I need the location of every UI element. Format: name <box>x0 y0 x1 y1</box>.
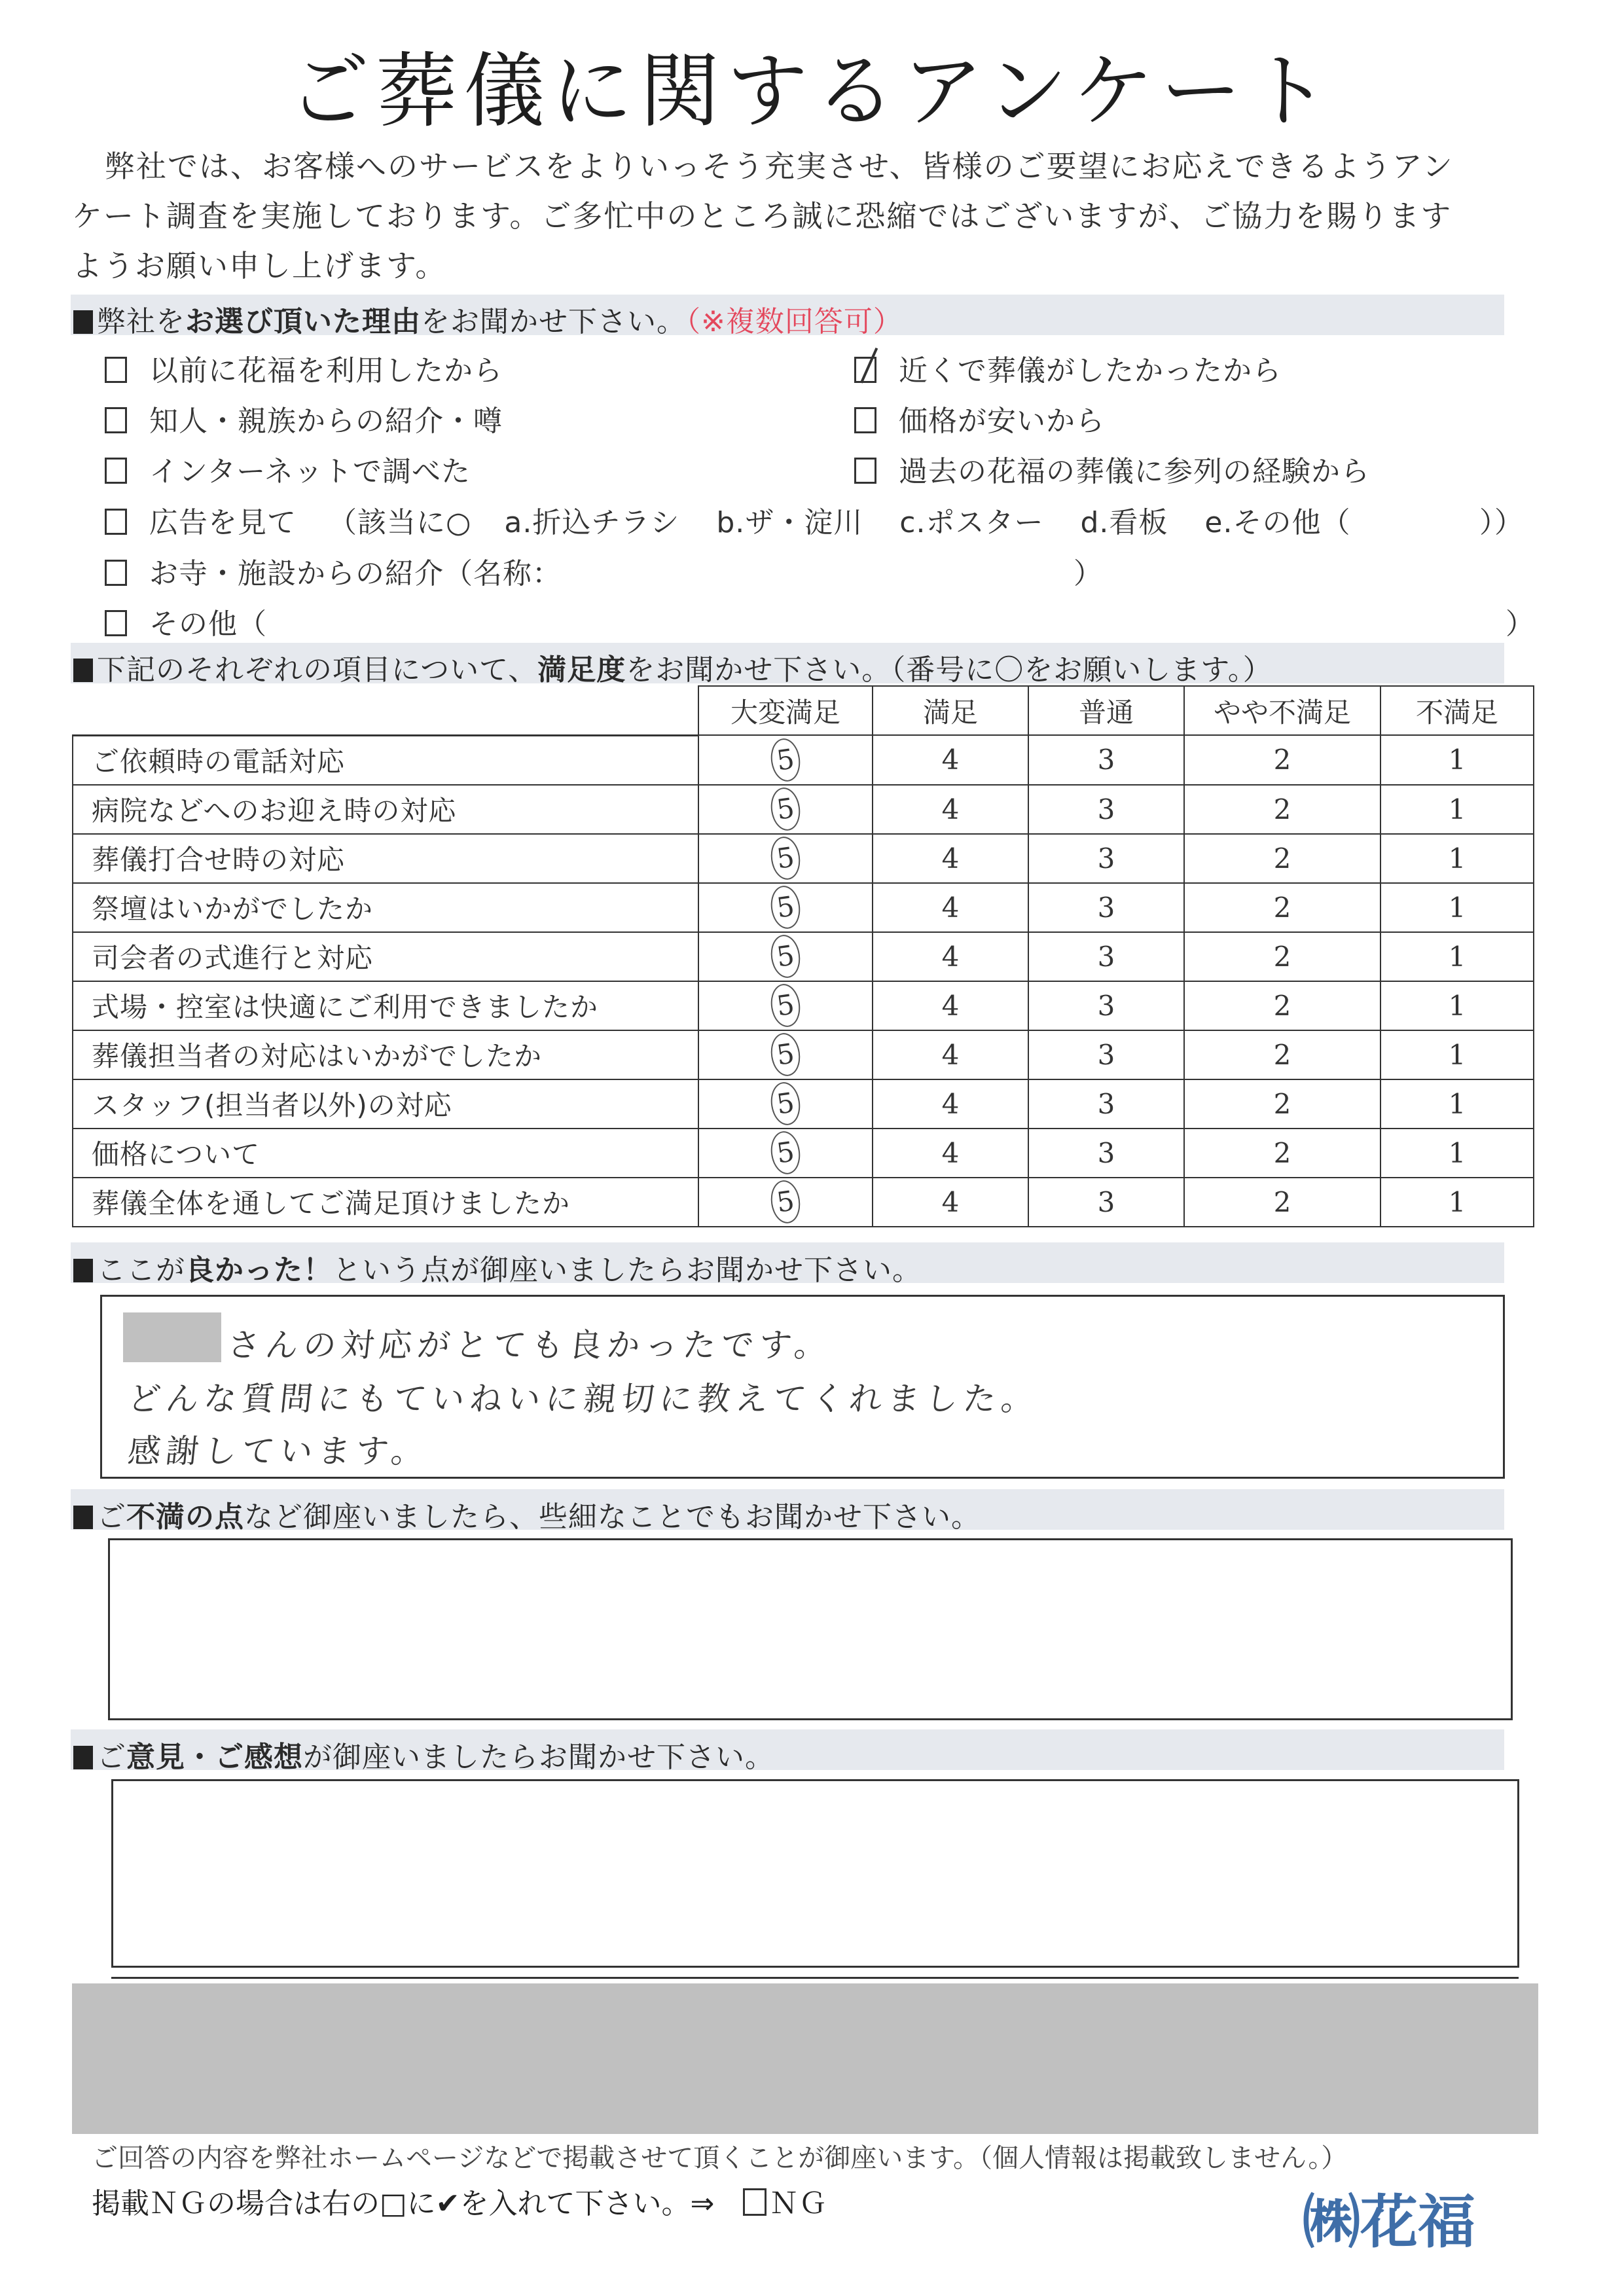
circled-selection: 5 <box>768 1178 803 1225</box>
company-logo: ㈱花福 <box>1303 2188 1476 2256</box>
rating-option[interactable] <box>873 932 1028 981</box>
rating-value: 4 <box>941 1136 960 1169</box>
rating-item-label: 葬儀全体を通してご満足頂けましたか <box>73 1178 698 1227</box>
rating-option[interactable] <box>1184 735 1380 785</box>
ad-close-paren: ）） <box>1479 506 1524 539</box>
rating-item-label: スタッフ(担当者以外)の対応 <box>73 1079 698 1129</box>
rating-value: 2 <box>1273 989 1291 1022</box>
column-header: 満足 <box>873 686 1028 735</box>
rating-option[interactable] <box>1184 1079 1380 1129</box>
rating-value: 1 <box>1448 793 1466 825</box>
rating-value: 2 <box>1273 1038 1291 1071</box>
ad-sub-option[interactable]: b.ザ・淀川 <box>716 506 863 539</box>
square-bullet-icon <box>73 1746 93 1769</box>
rating-option[interactable] <box>698 1178 873 1227</box>
rating-option[interactable] <box>1184 932 1380 981</box>
rating-option[interactable] <box>1184 981 1380 1030</box>
rating-value: 2 <box>1273 793 1291 825</box>
rating-value: 2 <box>1273 1136 1291 1169</box>
rating-value: 4 <box>941 793 960 825</box>
rating-option[interactable] <box>1184 1178 1380 1227</box>
rating-option[interactable] <box>873 785 1028 834</box>
circled-selection: 5 <box>768 835 803 881</box>
rating-option[interactable] <box>873 834 1028 883</box>
table-row <box>73 1030 1534 1079</box>
square-bullet-icon <box>73 310 93 334</box>
intro-line-2: ケート調査を実施しております。ご多忙中のところ誠に恐縮ではございますが、ご協力を賜ります <box>72 198 1453 234</box>
multiple-answers-note: （※複数回答可） <box>686 305 903 338</box>
rating-value: 3 <box>1097 1038 1115 1071</box>
rating-value: 4 <box>941 842 960 875</box>
rating-option[interactable] <box>1028 735 1184 785</box>
square-bullet-icon <box>73 1259 93 1282</box>
rating-value: 4 <box>941 940 960 973</box>
rating-value: 2 <box>1273 842 1291 875</box>
rating-option[interactable] <box>873 883 1028 932</box>
rating-option[interactable] <box>1028 883 1184 932</box>
rating-option[interactable] <box>1028 1129 1184 1178</box>
reason-option[interactable]: 以前に花福を利用したから <box>105 347 503 389</box>
circled-selection: 5 <box>768 736 803 783</box>
rating-option[interactable] <box>698 785 873 834</box>
rating-option[interactable] <box>698 1079 873 1129</box>
rating-option[interactable] <box>698 883 873 932</box>
rating-option[interactable] <box>873 1030 1028 1079</box>
circled-selection: 5 <box>768 933 803 979</box>
table-row <box>73 834 1534 883</box>
rating-option[interactable] <box>698 932 873 981</box>
rating-value: 1 <box>1448 989 1466 1022</box>
section-heading-reasons: 弊社をお選び頂いた理由をお聞かせ下さい。（※複数回答可） <box>73 298 903 340</box>
rating-value: 4 <box>941 1185 960 1218</box>
circled-selection: 5 <box>768 1080 803 1127</box>
ad-sub-option[interactable]: a.折込チラシ <box>504 506 680 539</box>
publication-ng-instruction: 掲載ＮＧの場合は右の□に✔を入れて下さい。⇒ ＮＧ <box>92 2187 827 2220</box>
rating-value: 1 <box>1448 1136 1466 1169</box>
rating-option[interactable] <box>1380 1030 1534 1079</box>
intro-line-3: ようお願い申し上げます。 <box>72 248 447 283</box>
rating-value: 1 <box>1448 891 1466 924</box>
checkbox[interactable] <box>105 407 127 433</box>
circled-selection: 5 <box>768 786 803 832</box>
reason-option[interactable]: インターネットで調べた <box>105 448 471 490</box>
rating-value: 3 <box>1097 1136 1115 1169</box>
checkbox[interactable] <box>105 560 127 586</box>
opinions-answer-box[interactable] <box>111 1779 1519 1968</box>
rating-option[interactable] <box>873 1178 1028 1227</box>
square-bullet-icon <box>73 659 93 682</box>
rating-option[interactable] <box>1380 1129 1534 1178</box>
ng-checkbox[interactable] <box>743 2188 767 2216</box>
circled-selection: 5 <box>768 1129 803 1176</box>
rating-option[interactable] <box>1380 1178 1534 1227</box>
rating-option[interactable] <box>1184 785 1380 834</box>
rating-item-label: ご依頼時の電話対応 <box>73 735 698 785</box>
column-header: 大変満足 <box>698 686 873 735</box>
page-title: ご葬儀に関するアンケート <box>288 45 1336 139</box>
rating-option[interactable] <box>1380 834 1534 883</box>
section-heading-opinions: ご意見・ご感想が御座いましたらお聞かせ下さい。 <box>73 1733 774 1775</box>
checkbox[interactable] <box>854 458 876 484</box>
rating-option[interactable] <box>873 1129 1028 1178</box>
reason-option[interactable]: 知人・親族からの紹介・噂 <box>105 397 503 439</box>
column-header: やや不満足 <box>1184 686 1380 735</box>
rating-value: 4 <box>941 891 960 924</box>
rating-option[interactable] <box>698 834 873 883</box>
handwritten-line: どんな質問にもていねいに親切に教えてくれました。 <box>126 1380 1041 1418</box>
reason-option[interactable]: 近くで葬儀がしたかったから <box>854 347 1282 389</box>
rating-item-label: 葬儀打合せ時の対応 <box>73 834 698 883</box>
intro-line-1: 弊社では、お客様へのサービスをよりいっそう充実させ、皆様のご要望にお応えできるようアン <box>105 149 1454 184</box>
publication-notice: ご回答の内容を弊社ホームページなどで掲載させて頂くことが御座います。（個人情報は掲載致しません。） <box>92 2143 1348 2173</box>
rating-value: 3 <box>1097 1087 1115 1120</box>
rating-value: 1 <box>1448 940 1466 973</box>
circled-selection: 5 <box>768 884 803 930</box>
reason-option-temple[interactable]: お寺・施設からの紹介（名称： <box>105 550 562 592</box>
handwritten-line: 感謝しています。 <box>126 1432 431 1470</box>
rating-value: 1 <box>1448 1087 1466 1120</box>
table-row <box>73 883 1534 932</box>
rating-option[interactable] <box>1028 1079 1184 1129</box>
rating-item-label: 病院などへのお迎え時の対応 <box>73 785 698 834</box>
table-row <box>73 1178 1534 1227</box>
reason-option-other[interactable]: その他（ <box>105 600 267 642</box>
section-heading-satisfaction: 下記のそれぞれの項目について、満足度をお聞かせ下さい。（番号に〇をお願いします。） <box>73 646 1272 688</box>
rating-option[interactable] <box>1380 1079 1534 1129</box>
redacted-box-top-edge <box>111 1977 1519 1983</box>
rating-item-label: 価格について <box>73 1129 698 1178</box>
rating-value: 3 <box>1097 1185 1115 1218</box>
table-row <box>73 785 1534 834</box>
circled-selection: 5 <box>768 1031 803 1077</box>
rating-value: 2 <box>1273 1185 1291 1218</box>
rating-value: 3 <box>1097 744 1115 776</box>
rating-item-label: 葬儀担当者の対応はいかがでしたか <box>73 1030 698 1079</box>
rating-value: 3 <box>1097 793 1115 825</box>
rating-value: 2 <box>1273 940 1291 973</box>
rating-value: 2 <box>1273 744 1291 776</box>
checkbox[interactable] <box>105 458 127 484</box>
redacted-name <box>123 1312 221 1362</box>
rating-option[interactable] <box>1184 883 1380 932</box>
rating-item-label: 司会者の式進行と対応 <box>73 932 698 981</box>
checkbox-checked[interactable] <box>854 357 876 383</box>
rating-value: 1 <box>1448 842 1466 875</box>
rating-value: 2 <box>1273 891 1291 924</box>
ad-sub-option[interactable]: e.その他（ <box>1204 506 1351 539</box>
ad-sub-option[interactable]: c.ポスター <box>899 506 1044 539</box>
rating-value: 3 <box>1097 989 1115 1022</box>
rating-option[interactable] <box>1184 834 1380 883</box>
good-points-answer-box[interactable] <box>100 1295 1505 1479</box>
column-header: 不満足 <box>1380 686 1534 735</box>
rating-option[interactable] <box>1380 981 1534 1030</box>
rating-option[interactable] <box>1380 932 1534 981</box>
table-row <box>73 1129 1534 1178</box>
square-bullet-icon <box>73 1506 93 1529</box>
checkbox[interactable] <box>105 509 127 535</box>
circled-selection: 5 <box>768 982 803 1028</box>
rating-option[interactable] <box>1380 883 1534 932</box>
rating-option[interactable] <box>1380 735 1534 785</box>
reason-option[interactable]: 過去の花福の葬儀に参列の経験から <box>854 448 1370 490</box>
checkbox[interactable] <box>854 407 876 433</box>
handwritten-line: さんの対応がとても良かったです。 <box>225 1326 835 1364</box>
rating-option[interactable] <box>698 1129 873 1178</box>
checkmark-icon: ✔ <box>435 2187 460 2220</box>
rating-option[interactable] <box>873 1079 1028 1129</box>
ad-sub-option[interactable]: d.看板 <box>1080 506 1168 539</box>
section-heading-complaints: ご不満の点など御座いましたら、些細なことでもお聞かせ下さい。 <box>73 1493 981 1535</box>
table-row <box>73 932 1534 981</box>
rating-value: 1 <box>1448 1185 1466 1218</box>
rating-item-label: 式場・控室は快適にご利用できましたか <box>73 981 698 1030</box>
table-row <box>73 981 1534 1030</box>
rating-option[interactable] <box>1028 785 1184 834</box>
rating-option[interactable] <box>1380 785 1534 834</box>
reason-option-ad[interactable]: 広告を見て （該当に○ a.折込チラシ b.ザ・淀川 c.ポスター d.看板 e.その他（ <box>105 499 1350 541</box>
satisfaction-table <box>72 685 1534 1227</box>
rating-value: 4 <box>941 1087 960 1120</box>
rating-option[interactable] <box>1028 834 1184 883</box>
ng-label: ＮＧ <box>769 2187 827 2220</box>
rating-value: 4 <box>941 1038 960 1071</box>
rating-option[interactable] <box>1028 1030 1184 1079</box>
rating-value: 4 <box>941 989 960 1022</box>
other-close-paren: ） <box>1506 607 1535 641</box>
rating-option[interactable] <box>698 981 873 1030</box>
rating-option[interactable] <box>1028 981 1184 1030</box>
redacted-area <box>72 1983 1538 2134</box>
table-header-row <box>73 686 1534 735</box>
rating-value: 3 <box>1097 891 1115 924</box>
rating-option[interactable] <box>698 1030 873 1079</box>
rating-option[interactable] <box>1184 1129 1380 1178</box>
table-row <box>73 1079 1534 1129</box>
checkbox[interactable] <box>105 610 127 636</box>
rating-value: 1 <box>1448 744 1466 776</box>
table-row <box>73 735 1534 785</box>
complaints-answer-box[interactable] <box>108 1538 1513 1720</box>
rating-option[interactable] <box>873 735 1028 785</box>
rating-option[interactable] <box>698 735 873 785</box>
checkbox[interactable] <box>105 357 127 383</box>
rating-item-label: 祭壇はいかがでしたか <box>73 883 698 932</box>
rating-option[interactable] <box>1184 1030 1380 1079</box>
section-heading-good-points: ここが良かった！という点が御座いましたらお聞かせ下さい。 <box>73 1246 922 1288</box>
column-header: 普通 <box>1028 686 1184 735</box>
rating-option[interactable] <box>1028 932 1184 981</box>
rating-option[interactable] <box>1028 1178 1184 1227</box>
rating-option[interactable] <box>873 981 1028 1030</box>
rating-value: 3 <box>1097 842 1115 875</box>
rating-value: 3 <box>1097 940 1115 973</box>
rating-value: 2 <box>1273 1087 1291 1120</box>
rating-value: 4 <box>941 744 960 776</box>
rating-value: 1 <box>1448 1038 1466 1071</box>
reason-option[interactable]: 価格が安いから <box>854 397 1105 439</box>
temple-close-paren: ） <box>1074 557 1103 590</box>
